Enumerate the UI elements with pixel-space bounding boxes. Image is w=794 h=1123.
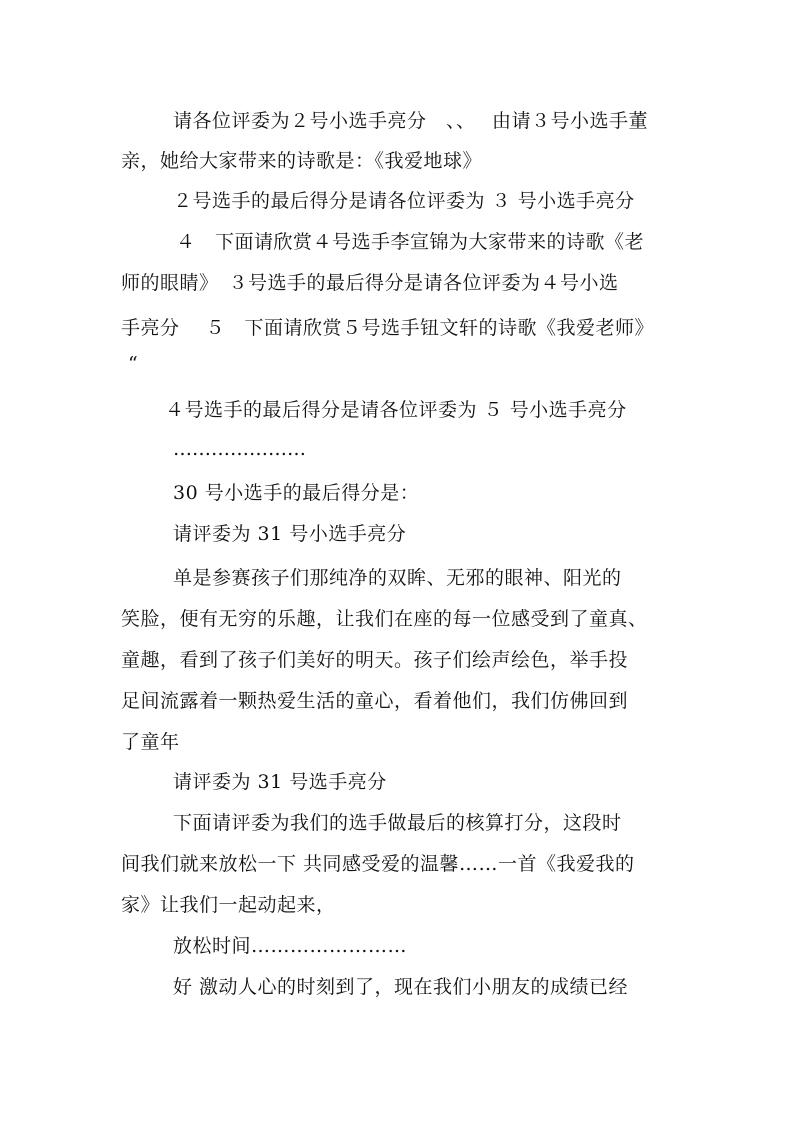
text-line: 师的眼睛》 ３号选手的最后得分是请各位评委为４号小选 <box>121 272 619 294</box>
text-line: ４号选手的最后得分是请各位评委为 ５ 号小选手亮分 <box>165 399 627 421</box>
paragraph-line: 童趣，看到了孩子们美好的明天。孩子们绘声绘色，举手投 <box>121 649 629 671</box>
text-line: 亲，她给大家带来的诗歌是：《我爱地球》 <box>121 150 483 172</box>
text-line: 手亮分 ５ 下面请欣赏５号选手钮文轩的诗歌《我爱老师》 <box>121 317 655 339</box>
paragraph-line: 间我们就来放松一下 共同感受爱的温馨……一首《我爱我的 <box>121 853 635 875</box>
text-line: 放松时间…………………… <box>173 935 408 957</box>
paragraph-line: 好 激动人心的时刻到了，现在我们小朋友的成绩已经 <box>173 976 629 998</box>
paragraph-line: 了童年 <box>121 731 180 753</box>
paragraph-line: 家》让我们一起动起来， <box>121 894 336 916</box>
paragraph-line: 足间流露着一颗热爱生活的童心，看着他们，我们仿佛回到 <box>121 690 629 712</box>
text-line: ２号选手的最后得分是请各位评委为 ３ 号小选手亮分 <box>173 190 635 212</box>
text-line: 请评委为 31 号选手亮分 <box>173 771 387 793</box>
text-line: 请各位评委为２号小选手亮分 、、 由请３号小选手董 <box>173 110 649 132</box>
paragraph-line: 下面请评委为我们的选手做最后的核算打分，这段时 <box>173 812 622 834</box>
paragraph-line: 笑脸，便有无穷的乐趣，让我们在座的每一位感受到了童真、 <box>121 608 648 630</box>
text-line: “ <box>128 353 139 375</box>
text-line: ４ 下面请欣赏４号选手李宣锦为大家带来的诗歌《老 <box>176 231 645 253</box>
paragraph-line: 单是参赛孩子们那纯净的双眸、无邪的眼神、阳光的 <box>173 567 622 589</box>
ellipsis-line: ………………… <box>173 438 306 460</box>
text-line: 30 号小选手的最后得分是： <box>173 482 420 504</box>
text-line: 请评委为 31 号小选手亮分 <box>173 523 407 545</box>
